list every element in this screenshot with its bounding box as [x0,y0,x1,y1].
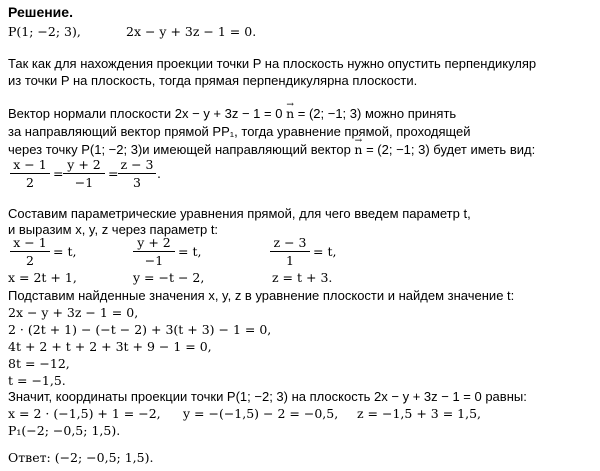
line-eq-fraction-x: x − 1 2 [10,157,50,190]
param-fraction-y: y + 2 −1 [133,235,175,268]
line-eq-equals-1: = [53,166,64,181]
subst-step-1: 2x − y + 3z − 1 = 0, [8,305,139,320]
subst-step-3: 4t + 2 + t + 2 + 3t + 9 − 1 = 0, [8,339,212,354]
param-line-2: и выразим x, y, z через параметр t: [8,222,219,237]
line-eq-period: . [157,166,161,181]
param-fraction-z: z − 3 1 [270,235,310,268]
param-y: y = −t − 2, [133,270,205,285]
param-fraction-y-rhs: = t, [178,244,202,259]
line-eq-fraction-z: z − 3 3 [118,157,156,190]
solution-title: Решение. [8,4,73,20]
answer: Ответ: (−2; −0,5; 1,5). [8,450,154,465]
normal-line-1: Вектор нормали плоскости 2x − y + 3z − 1 = 0 → n = (2; −1; 3) можно принять [8,106,456,122]
subst-line: Подставим найденные значения x, y, z в уравнение плоскости и найдем значение t: [8,288,515,303]
normal-vector-symbol-2: → n [354,142,362,158]
param-fraction-z-rhs: = t, [313,244,337,259]
subst-step-4: 8t = −12, [8,356,70,371]
line-eq-equals-2: = [108,166,119,181]
normal-vector-symbol: → n [286,106,294,122]
result-x: x = 2 · (−1,5) + 1 = −2, [8,406,161,421]
normal-line-2: за направляющий вектор прямой PP₁, тогда уравнение прямой, проходящей [8,124,471,139]
intro-line-1: Так как для нахождения проекции точки P на плоскость нужно опустить перпендикуляр [8,56,537,71]
result-y: y = −(−1,5) − 2 = −0,5, [183,406,339,421]
param-z: z = t + 3. [272,270,333,285]
given-plane: 2x − y + 3z − 1 = 0. [126,24,257,39]
normal-line-3: через точку P(1; −2; 3)и имеющей направляющий вектор → n = (2; −1; 3) будет иметь вид: [8,142,535,158]
param-line-1: Составим параметрические уравнения прямой, для чего введем параметр t, [8,206,471,221]
intro-line-2: из точки P на плоскость, тогда прямая перпендикулярна плоскости. [8,73,418,88]
line-eq-fraction-y: y + 2 −1 [63,157,105,190]
result-line: Значит, координаты проекции точки P(1; −2; 3) на плоскость 2x − y + 3z − 1 = 0 равны: [8,389,527,404]
param-fraction-x-rhs: = t, [53,244,77,259]
given-point: P(1; −2; 3), [8,24,81,39]
subst-step-2: 2 · (2t + 1) − (−t − 2) + 3(t + 3) − 1 = 0, [8,322,272,337]
result-point: P₁(−2; −0,5; 1,5). [8,423,121,438]
param-fraction-x: x − 1 2 [10,235,50,268]
subst-step-5: t = −1,5. [8,373,66,388]
param-x: x = 2t + 1, [8,270,77,285]
result-z: z = −1,5 + 3 = 1,5, [357,406,482,421]
